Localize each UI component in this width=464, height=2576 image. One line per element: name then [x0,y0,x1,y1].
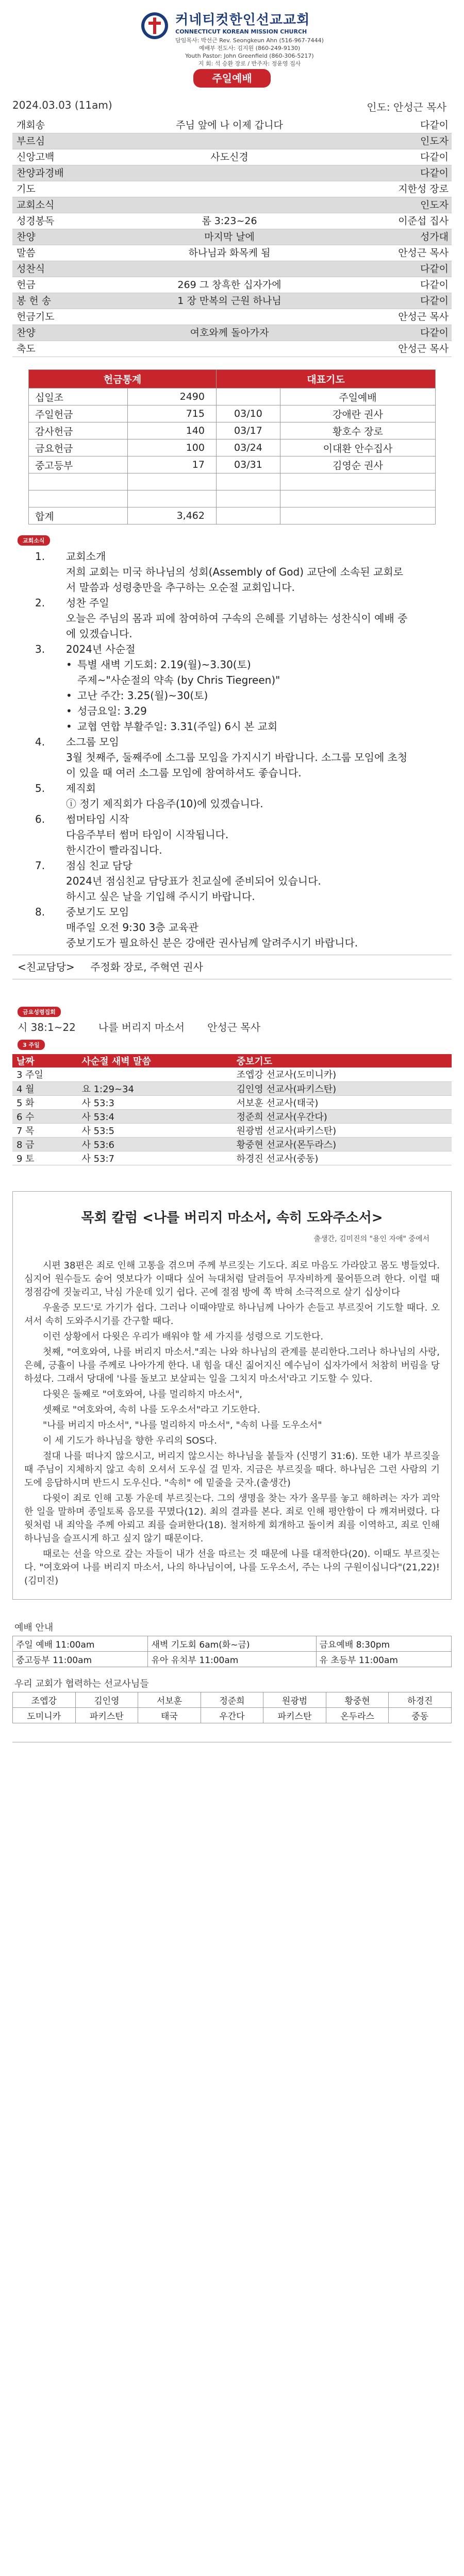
notice-item [12,904,452,920]
notice-number: 5. [35,782,45,794]
prayer-date: 03/31 [216,456,280,473]
missionary-places-row [13,1707,452,1723]
plan-day: 4 월 [12,1081,77,1095]
column-paragraph: 셋째로 "여호와여, 속히 나를 도우소서"라고 기도한다. [43,1404,260,1415]
missionary-name: 하경진 [389,1692,452,1707]
plan-row [12,1067,452,1081]
order-content: 주님 앞에 나 이제 갑니다 [176,120,283,131]
plan-day: 5 화 [12,1095,77,1109]
notice-title: 소그룹 모임 [66,736,119,748]
order-row [12,133,452,149]
notice-body-text: 저희 교회는 미국 하나님의 성회(Assembly of God) 교단에 소속된 교회로서 말씀과 성령충만을 추구하는 오순절 교회입니다. [66,566,403,594]
notice-body-text: ⓘ 정기 제직회가 다음주(10)에 있겠습니다. [66,798,263,810]
order-row [12,165,452,181]
plan-header-prayer: 중보기도 [233,1054,452,1067]
service-label: 주일예배 [193,69,271,88]
missionary-name: 조엡강 [13,1692,76,1707]
notice-number: 3. [35,643,45,655]
offering-label: 주일헌금 [29,405,128,422]
service-date: 2024.03.03 (11am) [12,99,112,111]
order-content [95,261,364,277]
order-row [12,261,452,277]
column-paragraph: 다윗은 둘째로 "여호와여, 나를 멀리하지 마소서", [43,1388,242,1400]
order-content [95,341,364,357]
bullet-icon: • [66,705,72,717]
order-of-service [12,117,452,357]
church-news [12,535,452,979]
order-item: 찬양 [16,231,36,243]
prayer-leader: 황호수 장로 [280,422,435,439]
worship-cell: 금요예배 8:30pm [316,1636,452,1651]
order-item: 찬양과경배 [16,167,64,179]
missionary-place: 태국 [138,1707,201,1723]
offering-row [29,456,436,473]
missionary-names-row [13,1692,452,1707]
lent-bullet-text: 교협 연합 부활주일: 3.31(주일) 6시 본 교회 [77,720,278,733]
prayer-date: 03/24 [216,439,280,456]
prayer-date [216,388,280,405]
worship-cell: 유아 유치부 11:00am [148,1651,316,1667]
friday-service-label: 금요성령집회 [18,1007,61,1017]
missionary-place: 온두라스 [326,1707,389,1723]
worship-row [13,1636,452,1651]
order-item: 말씀 [16,247,36,259]
offering-row [29,405,436,422]
missionaries-info [12,1676,452,1723]
order-by: 다같이 [420,120,449,131]
missionary-place: 파키스탄 [75,1707,138,1723]
order-by: 다같이 [420,151,449,163]
prayer-date [216,507,280,524]
plan-row [12,1151,452,1165]
church-news-label: 교회소식 [18,535,50,546]
plan-prayer: 원광범 선교사(파키스탄) [233,1123,452,1137]
offering-amount: 17 [128,456,217,473]
plan-verse: 사 53:7 [77,1151,232,1165]
order-content [95,309,364,325]
plan-verse: 사 53:3 [77,1095,232,1109]
pastor-column [12,1191,452,1600]
plan-row [12,1123,452,1137]
notice-number: 7. [35,859,45,872]
order-by: 인도자 [420,199,449,211]
lent-bullet-text: 특별 새벽 기도회: 2.19(월)~3.30(토) [77,658,251,671]
missionary-name: 서보훈 [138,1692,201,1707]
plan-prayer: 황중현 선교사(몬두라스) [233,1137,452,1151]
order-by: 성가대 [420,231,449,243]
plan-verse: 사 53:6 [77,1137,232,1151]
service-date-row [12,99,452,114]
order-by: 이준섭 집사 [398,215,449,227]
notice-title: 점심 친교 담당 [66,859,132,872]
column-source: 출생간, 김미진의 "용인 자애" 중에서 [313,1234,429,1243]
offering-label: 중고등부 [29,456,128,473]
offering-label: 합계 [29,507,128,524]
missionary-place: 중동 [389,1707,452,1723]
worship-info-title: 예배 안내 [14,1622,54,1633]
notice-item [12,811,452,827]
plan-day: 9 토 [12,1151,77,1165]
notice-item [12,549,452,564]
order-item: 찬양 [16,327,36,338]
order-content [95,197,364,213]
offering-amount: 100 [128,439,217,456]
order-content: 사도신경 [210,151,248,163]
plan-day: 8 금 [12,1137,77,1151]
column-paragraph: 절대 나를 떠나지 않으시고, 버리지 않으시는 하나님을 붙들자 (신명기 31:6). 또한 내가 부르짖을 때 주님이 지체하지 않고 속히 오셔서 도우실 걸 믿자. 지금은 부르짖을 때다. 하나님은 그런 사람의 기도에 응답하시며 반드시 도우신다. "속히" 에 밑줄을 긋자.(출생간) [24,1450,440,1488]
notice-number: 6. [35,813,45,825]
order-content: 여호와께 돌아가자 [190,327,269,338]
church-title-block [175,9,324,67]
offering-amount: 3,462 [128,507,217,524]
contact-line: 담임목사: 박선근 Rev. Seongkeun Ahn (516-967-7444) [175,37,324,44]
order-content: 롬 3:23~26 [202,215,257,227]
missionary-place: 파키스탄 [263,1707,326,1723]
order-item: 헌금기도 [16,311,55,323]
order-item: 성경봉독 [16,215,55,227]
lent-bullet [12,657,452,672]
prayer-leader: 김영순 권사 [280,456,435,473]
missionary-place: 우간다 [201,1707,263,1723]
plan-day: 6 수 [12,1109,77,1123]
plan-verse: 사 53:5 [77,1123,232,1137]
worship-cell: 유 초등부 11:00am [316,1651,452,1667]
worship-cell: 새벽 기도회 6am(화~금) [148,1636,316,1651]
column-paragraph: 첫째, "여호와여, 나를 버리지 마소서."죄는 나와 하나님의 관계를 분리한다.그러나 하나님의 사랑, 은혜, 긍휼이 나를 주께로 나아가게 한다. 내 힘을 대신 짊어지신 예수님이 십자가에서 처참히 버림을 당하셨다. 그래서 당대에 '나를 돌보고 보살피는 일을 그치지 마소서'라고 기도할 수 있다. [24,1346,440,1384]
notice-body-text: 오늘은 주님의 몸과 피에 참여하여 구속의 은혜를 기념하는 성찬식이 예배 중에 있겠습니다. [66,612,408,640]
notice-title: 2024년 사순절 [66,643,136,655]
lent-bullet [12,703,452,719]
worship-times-table [12,1636,452,1667]
order-item: 헌금 [16,279,36,291]
prayer-date [216,473,280,490]
notice-title: 교회소개 [66,550,106,563]
notice-number: 2. [35,597,45,609]
fellowship-label: <친교담당> [18,961,75,973]
contact-line: 예배부 전도사: 김지원 (860-249-9130) [198,45,301,52]
missionary-name: 원광범 [263,1692,326,1707]
contact-line: Youth Pastor: John Greenfield (860-306-5217) [185,53,314,59]
offering-label [29,490,128,507]
offering-label [29,473,128,490]
order-row [12,117,452,133]
plan-prayer: 서보훈 선교사(태국) [233,1095,452,1109]
order-content [95,165,364,181]
offering-table [28,369,436,524]
plan-prayer: 조엡강 선교사(도미니카) [233,1067,452,1081]
notice-body-text: 하시고 싶은 날을 기입해 주시기 바랍니다. [66,890,255,903]
lent-reading-table [12,1054,452,1165]
offering-row [29,490,436,507]
bullet-icon: • [66,689,72,702]
lent-bullet-text: 성금요일: 3.29 [77,705,147,717]
offering-row [29,439,436,456]
missionaries-table [12,1692,452,1723]
column-paragraph: 때로는 선을 악으로 갚는 자들이 내가 선을 따르는 것 때문에 나를 대적한다(20). 이때도 부르짖는다. "여호와여 나를 버리지 마소서, 나의 하나님이여, 나를 도우소서, 주는 나의 구원이십니다"(21,22)! (김미진) [24,1548,440,1586]
offering-header: 헌금통계 [29,370,217,388]
order-item: 성찬식 [16,263,45,275]
order-by: 안성근 목사 [398,311,449,323]
order-content: 마지막 날에 [204,231,255,243]
fellowship-names: 주정화 장로, 주혁연 권사 [90,961,203,973]
prayer-leader [280,490,435,507]
notice-item [12,781,452,796]
friday-preacher: 안성근 목사 [207,1021,261,1033]
notice-body-text: 매주일 오전 9:30 3층 교육관 [66,921,198,934]
plan-row [12,1109,452,1123]
prayer-leader [280,507,435,524]
order-row [12,149,452,165]
column-paragraph: 이 세 기도가 하나님을 향한 우리의 SOS다. [43,1435,217,1446]
order-row [12,181,452,197]
order-by: 인도자 [420,135,449,147]
prayer-header: 대표기도 [216,370,435,388]
column-paragraph: 이런 상황에서 다윗은 우리가 배워야 할 세 가지를 성령으로 기도한다. [43,1331,324,1342]
prayer-leader [280,473,435,490]
order-item: 신앙고백 [16,151,55,163]
order-row [12,309,452,325]
notice-body-text: 한시간이 빨라집니다. [66,844,162,856]
lent-bullet [12,688,452,703]
offering-amount: 715 [128,405,217,422]
column-title: 목회 칼럼 <나를 버리지 마소서, 속히 도와주소서> [81,1210,383,1226]
order-by: 다같이 [420,263,449,275]
order-content: 269 그 창흑한 십자가에 [177,279,281,291]
order-row [12,277,452,293]
plan-prayer: 하경진 선교사(중동) [233,1151,452,1165]
plan-verse [77,1067,232,1081]
notice-body-text: 다음주부터 썸머 타임이 시작됩니다. [66,828,229,841]
order-content: 하나님과 화목케 됨 [188,247,271,259]
order-item: 교회소식 [16,199,55,211]
order-row [12,293,452,309]
order-row [12,213,452,229]
notice-title: 중보기도 모임 [66,906,129,918]
plan-verse: 요 1:29~34 [77,1081,232,1095]
missionary-name: 김인영 [75,1692,138,1707]
offering-row [29,473,436,490]
order-item: 기도 [16,183,36,195]
offering-row [29,507,436,524]
order-row [12,341,452,357]
prayer-leader: 이대환 안수집사 [280,439,435,456]
plan-prayer: 정준희 선교사(우간다) [233,1109,452,1123]
worship-cell: 주일 예배 11:00am [13,1636,148,1651]
order-item: 개회송 [16,120,45,131]
column-paragraph: 우울증 모드'로 가기가 쉽다. 그러나 이때야말로 하나님께 나아가 손들고 부르짖어 기도할 때다. 오셔서 속히 도와주시기를 간구할 때다. [24,1302,440,1327]
plan-header-verse: 사순절 새벽 말씀 [77,1054,232,1067]
notice-body-text: 3월 첫째주, 둘째주에 소그룹 모임을 가지시기 바랍니다. 소그룹 모임에 초청이 있을 때 여러 소그룹 모임에 참여하셔도 좋습니다. [66,751,408,779]
plan-row [12,1081,452,1095]
prayer-date [216,490,280,507]
plan-header-date: 날짜 [12,1054,77,1067]
worship-cell: 중고등부 11:00am [13,1651,148,1667]
plan-day: 3 주일 [12,1067,77,1081]
lent-bullet [12,719,452,734]
order-item: 축도 [16,343,36,354]
notice-title: 썸머타임 시작 [66,813,129,825]
notice-item [12,641,452,657]
notice-number: 4. [35,736,45,748]
plan-row [12,1095,452,1109]
prayer-leader: 강애란 권사 [280,405,435,422]
worship-info [12,1620,452,1667]
prayer-date: 03/10 [216,405,280,422]
bullet-icon: • [66,720,72,733]
notice-number: 1. [35,550,45,563]
worship-row [13,1651,452,1667]
friday-title: 나를 버리지 마소서 [98,1021,185,1033]
offering-amount: 2490 [128,388,217,405]
order-by: 지한성 장로 [398,183,449,195]
order-content: 1 장 만복의 근원 하나님 [177,295,281,307]
plan-prayer: 김인영 선교사(파키스탄) [233,1081,452,1095]
order-content [95,181,364,197]
missionaries-title: 우리 교회가 협력하는 선교사님들 [14,1678,149,1689]
order-by: 다같이 [420,167,449,179]
offering-label: 금요헌금 [29,439,128,456]
notice-item [12,595,452,611]
order-content [95,133,364,149]
offering-amount [128,473,217,490]
order-item: 봉 헌 송 [16,295,52,307]
notice-title: 성찬 주일 [66,597,109,609]
offering-amount: 140 [128,422,217,439]
column-paragraph: 시편 38편은 죄로 인해 고통을 겪으며 주께 부르짖는 기도다. 죄로 마음도 가라앉고 몸도 병들었다. 심지어 원수들도 숨어 엿보다가 이때다 싶어 늑대처럼 달려들어 무자비하게 물어뜯으려 한다. 이럴 때 정점감에 짓눌리고, 낙심 가운데 있기 쉽다. 곤에 절점 방에 쪽 박혀 소극적으로 살기 십상이다 [24,1260,440,1298]
friday-service-line [12,1019,452,1034]
notice-item [12,734,452,750]
order-by: 안성근 목사 [398,247,449,259]
cross-circle-logo-icon [140,11,169,40]
week-label: 3 주일 [18,1040,45,1050]
order-item: 부르심 [16,135,45,147]
order-by: 다같이 [420,327,449,338]
notice-title: 제직회 [66,782,96,794]
missionary-name: 황중현 [326,1692,389,1707]
church-name-english: CONNECTICUT KOREAN MISSION CHURCH [175,28,307,35]
prayer-date: 03/17 [216,422,280,439]
missionary-name: 정준희 [201,1692,263,1707]
order-by: 다같이 [420,295,449,307]
missionary-place: 도미니카 [13,1707,76,1723]
friday-service [12,1006,452,1034]
column-paragraph: 다윗이 죄로 인해 고통 가운데 부르짖는다. 그의 생명을 찾는 자가 올무를 놓고 해하려는 자가 괴악한 일을 말하며 종일토록 음모를 꾸몄다(12). 최의 결과를 본다. 죄로 인해 평안함이 다 깨져버렸다. 다윗처럼 내 죄악을 주께 아뢰고 죄를 슬퍼한다(18). 철저하게 회개하고 돌이켜 죄를 이역하고, 죄로 인해 하나님을 슬프시게 하고 싶지 않기 때문이다. [24,1493,440,1544]
order-by: 다같이 [420,279,449,291]
service-leader: 인도: 안성근 목사 [367,101,446,113]
bullet-icon: • [66,658,72,671]
notice-body-text: 중보기도가 필요하신 분은 강애란 권사님께 알려주시기 바랍니다. [66,937,358,949]
column-body [24,1259,440,1588]
notice-number: 8. [35,906,45,918]
order-row [12,197,452,213]
fellowship-duty [12,959,452,975]
offering-row [29,422,436,439]
plan-day: 7 목 [12,1123,77,1137]
prayer-leader: 주일예배 [280,388,435,405]
notice-item [12,858,452,873]
order-row [12,245,452,261]
order-row [12,229,452,245]
plan-row [12,1137,452,1151]
order-row [12,325,452,341]
offering-label: 십일조 [29,388,128,405]
offering-row [29,388,436,405]
offering-amount [128,490,217,507]
order-by: 안성근 목사 [398,343,449,354]
offering-label: 감사헌금 [29,422,128,439]
notice-body-text: 2024년 점심친교 담당표가 친교실에 준비되어 있습니다. [66,875,321,887]
contact-line: 지 회: 석 승환 장로 / 반주자: 정윤영 집사 [198,60,301,67]
lent-theme: 주제~"사순절의 약속 (by Chris Tiegreen)" [77,674,280,686]
church-header [12,0,452,67]
friday-verse: 시 38:1~22 [18,1021,76,1033]
plan-verse: 사 53:4 [77,1109,232,1123]
church-name: 커네티컷한인선교교회 [175,12,310,28]
column-paragraph: "나를 버리지 마소서", "나를 멀리하지 마소서", "속히 나를 도우소서" [43,1419,322,1431]
lent-bullet-text: 고난 주간: 3.25(월)~30(토) [77,689,208,702]
